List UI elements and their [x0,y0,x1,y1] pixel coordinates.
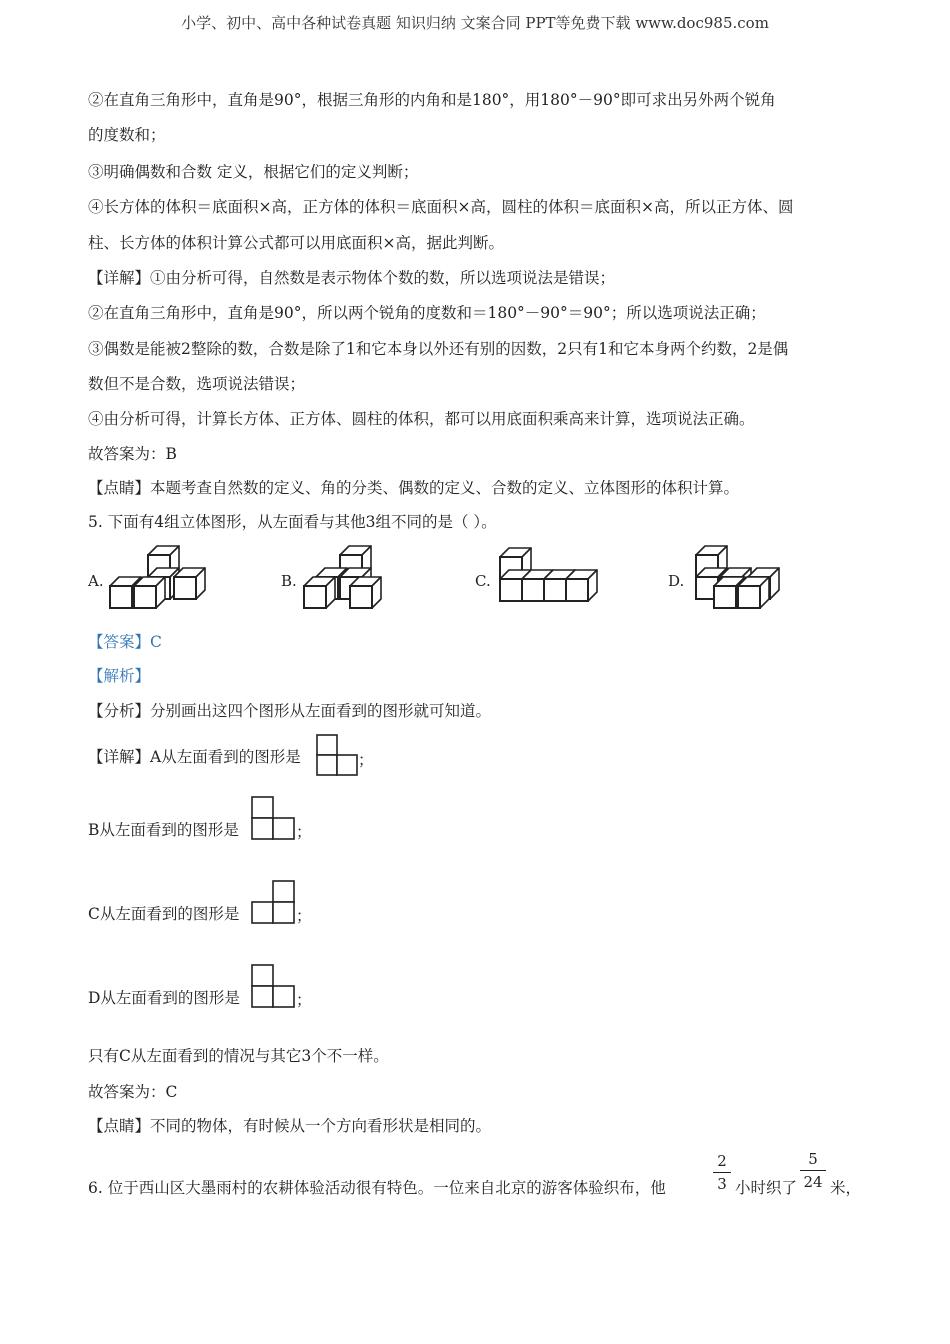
option-a-label: A. [88,572,104,590]
text-line: 【详解】①由分析可得，自然数是表示物体个数的数，所以选项说法是错误； [88,269,616,287]
fraction-numerator: 2 [717,1152,727,1170]
left-view-d [251,964,295,1008]
semicolon: ； [358,751,374,769]
left-view-a [316,734,358,776]
option-b-label: B. [281,572,297,590]
text-line: 故答案为：B [88,445,177,463]
cube-front-face [522,579,544,601]
answer-c: 故答案为：C [88,1083,178,1101]
text-line: 【点睛】本题考查自然数的定义、角的分类、偶数的定义、合数的定义、立体图形的体积计算。 [88,479,740,497]
fraction-two-thirds [713,1152,731,1193]
left-view-b [251,796,295,840]
semicolon: ； [296,823,312,841]
option-d-label: D. [668,572,685,590]
fraction-numerator: 5 [808,1150,818,1168]
text-line: ④长方体的体积＝底面积×高，正方体的体积＝底面积×高，圆柱的体积＝底面积×高，所以正方体、圆 [88,198,794,216]
cube-front-face [738,586,760,608]
cube-front-face [110,586,132,608]
left-view-c [251,880,295,924]
option-c-label: C. [475,572,491,590]
text-line: ④由分析可得，计算长方体、正方体、圆柱的体积，都可以用底面积乘高来计算，选项说法正确。 [88,410,755,428]
answer-label: 【答案】C [88,633,162,651]
fraction-five-24ths [800,1150,826,1191]
question-5: 5. 下面有4组立体图形，从左面看与其他3组不同的是（ ）。 [88,513,497,531]
analysis-text: 【分析】分别画出这四个图形从左面看到的图形就可知道。 [88,702,492,720]
dianjing-text: 【点睛】不同的物体，有时候从一个方向看形状是相同的。 [88,1117,492,1135]
cube-front-face [350,586,372,608]
text-line: ③明确偶数和合数 定义，根据它们的定义判断； [88,163,419,181]
detail-d-text: D从左面看到的图形是 [88,989,240,1007]
text-line: ②在直角三角形中，直角是90°，所以两个锐角的度数和＝180°－90°＝90°；所以选项说法正确； [88,304,766,322]
text-line: 的度数和； [88,126,166,144]
page-header: 小学、初中、高中各种试卷真题 知识归纳 文案合同 PPT等免费下载 www.doc985.com [181,14,769,32]
cube-figure-c [498,553,598,613]
detail-c-text: C从左面看到的图形是 [88,905,240,923]
detail-b-text: B从左面看到的图形是 [88,821,239,839]
analysis-label: 【解析】 [88,667,151,685]
cube-front-face [500,579,522,601]
text-line: 数但不是合数，选项说法错误； [88,375,306,393]
text-line: ②在直角三角形中，直角是90°，根据三角形的内角和是180°，用180°－90°即可求出另外两个锐角 [88,91,776,109]
semicolon: ； [296,991,312,1009]
question-6-part2: 小时织了 [735,1179,798,1197]
cube-front-face [566,579,588,601]
detail-a-label: 【详解】A从左面看到的图形是 [88,748,301,766]
cube-front-face [714,586,736,608]
cube-figure-b [304,543,404,613]
cube-front-face [174,577,196,599]
semicolon: ； [296,907,312,925]
fraction-denominator: 24 [803,1173,823,1191]
question-6-part1: 6. 位于西山区大墨雨村的农耕体验活动很有特色。一位来自北京的游客体验织布，他 [88,1179,666,1197]
text-line: ③偶数是能被2整除的数，合数是除了1和它本身以外还有别的因数，2只有1和它本身两个约数，2是偶 [88,340,789,358]
cube-front-face [544,579,566,601]
cube-figure-d [692,543,792,613]
cube-figure-a [110,543,210,613]
fraction-denominator: 3 [717,1175,727,1193]
conclusion-text: 只有C从左面看到的情况与其它3个不一样。 [88,1047,389,1065]
detail-a-text [88,747,301,767]
text-line: 柱、长方体的体积计算公式都可以用底面积×高，据此判断。 [88,234,504,252]
cube-front-face [304,586,326,608]
cube-front-face [134,586,156,608]
question-6-part3: 米， [830,1179,862,1197]
